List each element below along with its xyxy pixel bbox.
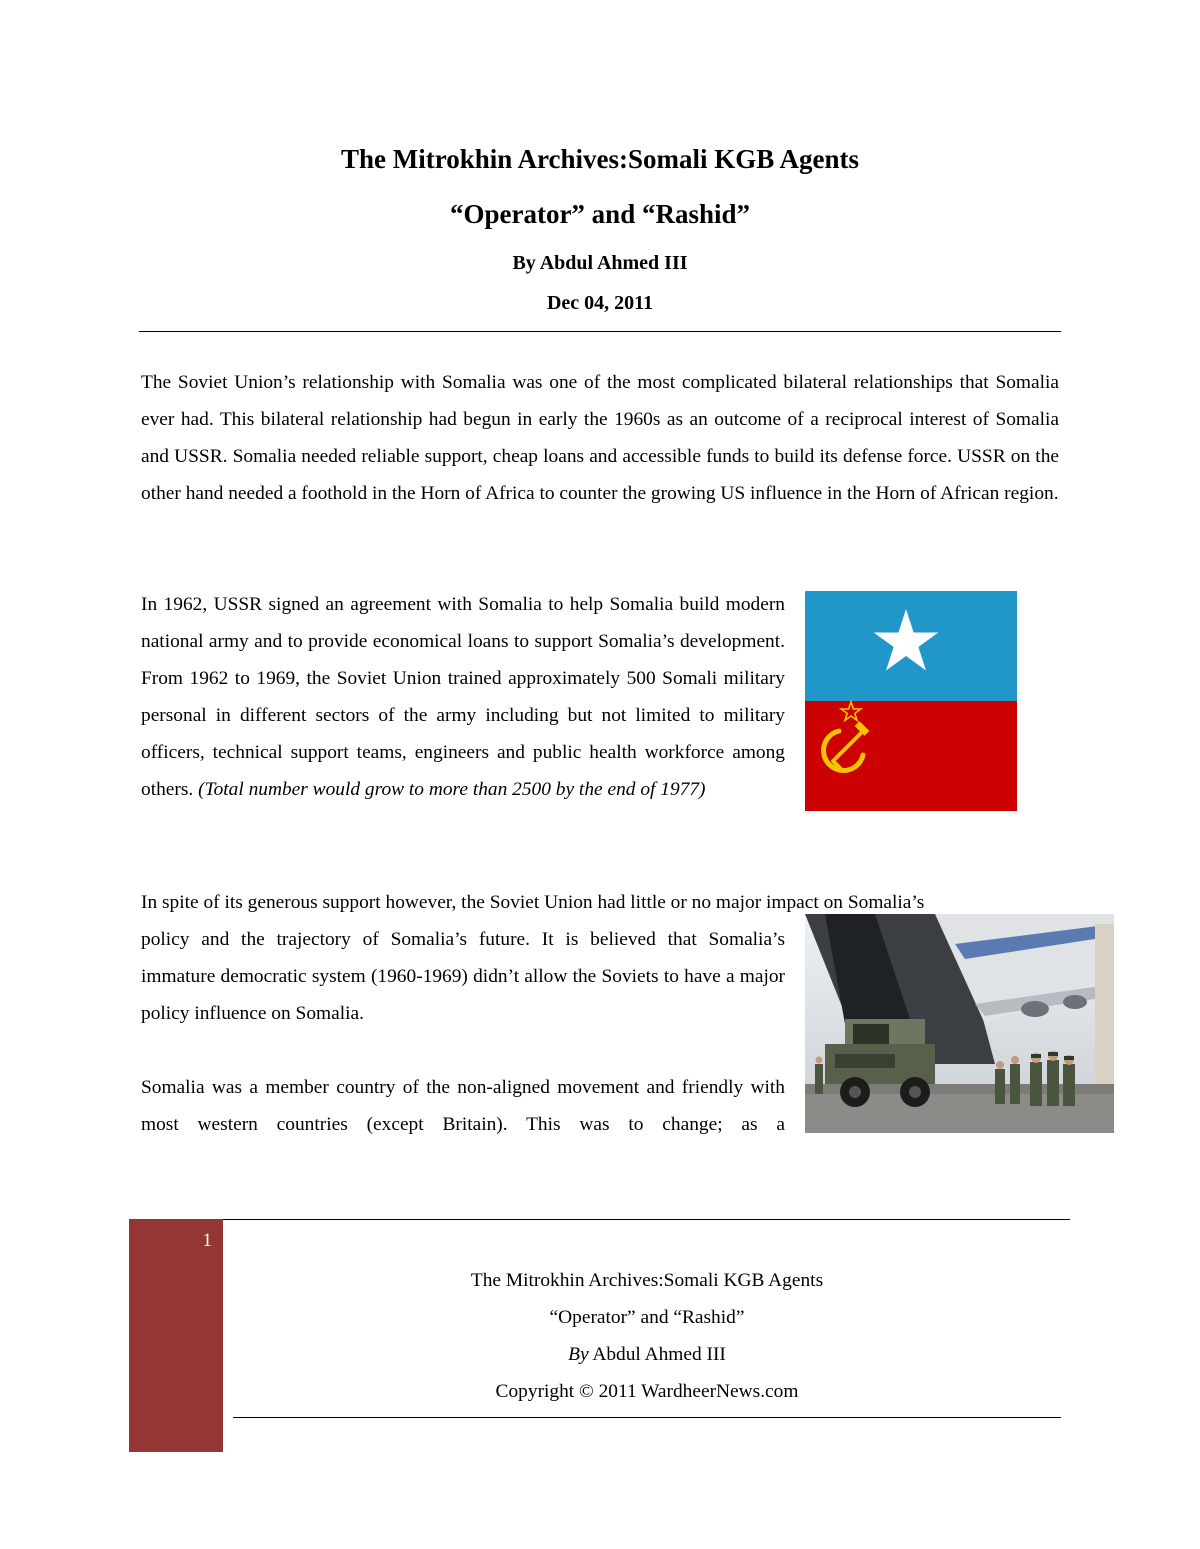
- footer-top-rule: [223, 1219, 1070, 1220]
- paragraph-2-text: In 1962, USSR signed an agreement with Somalia to help Somalia build modern national army and to provide economical loans to support Somalia’s development. From 1962 to 1969, the Soviet Union trained approximately 500 Somali military personal in different sectors of the army including but not limited to military officers, technical support teams, engineers and public health workforce among others.: [141, 594, 785, 800]
- footer-copyright: Copyright © 2011 WardheerNews.com: [495, 1381, 799, 1402]
- paragraph-2: [141, 586, 785, 808]
- paragraph-4: Somalia was a member country of the non-aligned movement and friendly with most western countries (except Britain). This was to change; as a: [141, 1077, 785, 1135]
- page-subtitle: “Operator” and “Rashid”: [449, 199, 751, 229]
- footer-author-name: Abdul Ahmed III: [588, 1344, 726, 1365]
- paragraph-3: policy and the trajectory of Somalia’s future. It is believed that Somalia’s immature democratic system (1960-1969) didn’t allow the Soviets to have a major policy influence on Somalia.: [141, 929, 785, 1024]
- somali-soviet-flag-icon: [805, 591, 1017, 811]
- footer-title: The Mitrokhin Archives:Somali KGB Agents: [470, 1270, 824, 1291]
- paragraph-3-first-line: In spite of its generous support however, the Soviet Union had little or no major impact on Somalia’s: [141, 892, 925, 913]
- footer-bottom-rule: [233, 1417, 1061, 1418]
- page-number: 1: [202, 1230, 212, 1251]
- page-title: The Mitrokhin Archives:Somali KGB Agents: [340, 144, 860, 174]
- footer-author: [233, 1336, 1061, 1373]
- paragraph-1: The Soviet Union’s relationship with Somalia was one of the most complicated bilateral relationships that Somalia ever had. This bilateral relationship had begun in early the 1960s as an outcome of a reciprocal interest of Somalia and USSR. Somalia needed reliable support, cheap loans and accessible funds to build its defense force. USSR on the other hand needed a foothold in the Horn of Africa to counter the growing US influence in the Horn of African region.: [141, 372, 1059, 504]
- footer-author-by: By: [568, 1344, 589, 1365]
- publish-date: Dec 04, 2011: [546, 292, 654, 314]
- footer-subtitle: “Operator” and “Rashid”: [549, 1307, 745, 1328]
- military-cargo-plane-photo-icon: [805, 914, 1114, 1133]
- paragraph-2-italic-note: (Total number would grow to more than 2500 by the end of 1977): [198, 779, 706, 800]
- footer-accent-bar: [129, 1219, 223, 1452]
- header-divider: [139, 331, 1061, 332]
- author-byline: By Abdul Ahmed III: [512, 252, 688, 274]
